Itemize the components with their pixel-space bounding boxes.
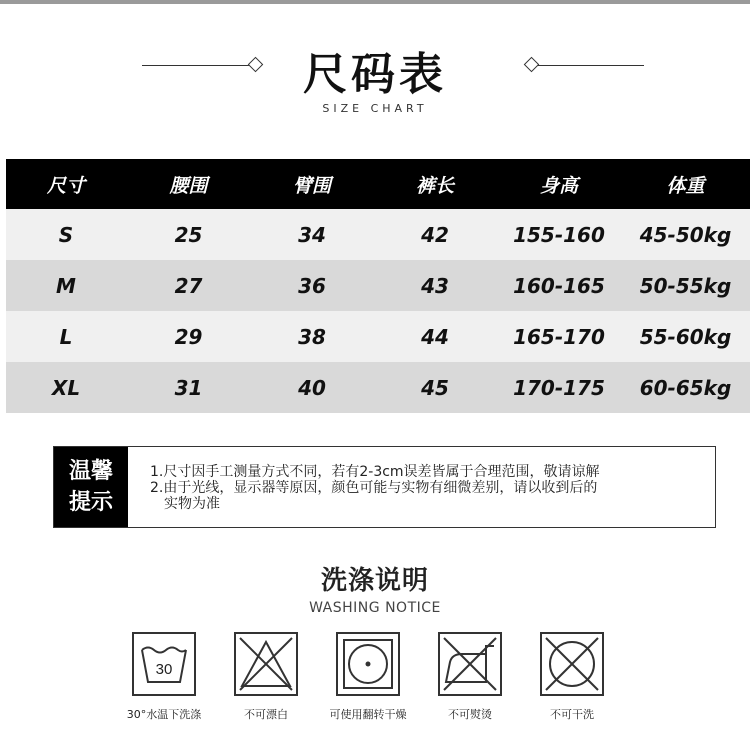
tips-box bbox=[53, 446, 716, 528]
tips-text bbox=[150, 464, 600, 512]
wash-30-label: 30°水温下洗涤 bbox=[126, 708, 202, 721]
table-cell: 29 bbox=[174, 324, 203, 349]
column-header: 臂围 bbox=[292, 174, 331, 197]
column-header: 裤长 bbox=[415, 174, 454, 197]
table-cell: L bbox=[59, 324, 73, 349]
table-cell: 55-60kg bbox=[639, 324, 732, 349]
table-row bbox=[6, 311, 750, 362]
table-cell: 25 bbox=[174, 222, 203, 247]
column-header: 腰围 bbox=[169, 174, 208, 197]
no-bleach-label: 不可漂白 bbox=[244, 708, 288, 721]
top-border bbox=[0, 0, 750, 4]
washing-title: 洗涤说明 bbox=[320, 566, 429, 596]
no-iron-icon bbox=[438, 632, 502, 696]
table-cell: 44 bbox=[421, 324, 449, 349]
table-cell: M bbox=[56, 273, 76, 298]
wash-30-icon bbox=[132, 632, 196, 696]
table-cell: 160-165 bbox=[513, 273, 605, 298]
table-row bbox=[6, 260, 750, 311]
title-right-line bbox=[538, 65, 644, 66]
tip-line-2: 2.由于光线，显示器等原因，颜色可能与实物有细微差别，请以收到后的 bbox=[150, 480, 598, 496]
table-cell: 36 bbox=[298, 273, 326, 298]
tip-line-3: 实物为准 bbox=[164, 496, 220, 512]
size-table bbox=[6, 159, 750, 413]
table-cell: 40 bbox=[298, 375, 326, 400]
no-dry-clean-label: 不可干洗 bbox=[550, 708, 594, 721]
table-cell: 165-170 bbox=[513, 324, 605, 349]
washing-subtitle: WASHING NOTICE bbox=[309, 600, 441, 616]
wash-temp: 30 bbox=[155, 661, 173, 678]
table-cell: 38 bbox=[298, 324, 326, 349]
table-cell: 27 bbox=[174, 273, 203, 298]
table-cell: 42 bbox=[421, 222, 449, 247]
table-cell: 45 bbox=[421, 375, 449, 400]
page-title: 尺码表 bbox=[303, 49, 447, 100]
tumble-dry-label: 可使用翻转干燥 bbox=[329, 708, 407, 721]
no-iron-label: 不可熨烫 bbox=[448, 708, 492, 721]
table-cell: 34 bbox=[298, 222, 326, 247]
table-cell: 155-160 bbox=[513, 222, 605, 247]
tips-label-line1: 温馨 bbox=[68, 459, 113, 484]
table-cell: 45-50kg bbox=[639, 222, 732, 247]
tumble-dry-icon bbox=[336, 632, 400, 696]
table-row bbox=[6, 362, 750, 413]
page-subtitle: SIZE CHART bbox=[322, 102, 428, 115]
table-row bbox=[6, 209, 750, 260]
table-cell: 50-55kg bbox=[639, 273, 732, 298]
no-bleach-icon bbox=[234, 632, 298, 696]
table-cell: 43 bbox=[421, 273, 449, 298]
tips-label-line2: 提示 bbox=[68, 490, 113, 515]
tip-line-1: 1.尺寸因手工测量方式不同，若有2-3cm误差皆属于合理范围，敬请谅解 bbox=[150, 464, 600, 480]
column-header: 尺寸 bbox=[46, 174, 85, 197]
table-header-row bbox=[6, 159, 750, 209]
no-dry-clean-icon bbox=[540, 632, 604, 696]
column-header: 身高 bbox=[539, 174, 578, 197]
table-cell: S bbox=[58, 222, 74, 247]
tips-label bbox=[54, 447, 128, 527]
column-header: 体重 bbox=[666, 174, 705, 197]
table-cell: 31 bbox=[174, 375, 203, 400]
table-cell: 170-175 bbox=[513, 375, 605, 400]
table-cell: 60-65kg bbox=[639, 375, 732, 400]
table-cell: XL bbox=[51, 375, 81, 400]
